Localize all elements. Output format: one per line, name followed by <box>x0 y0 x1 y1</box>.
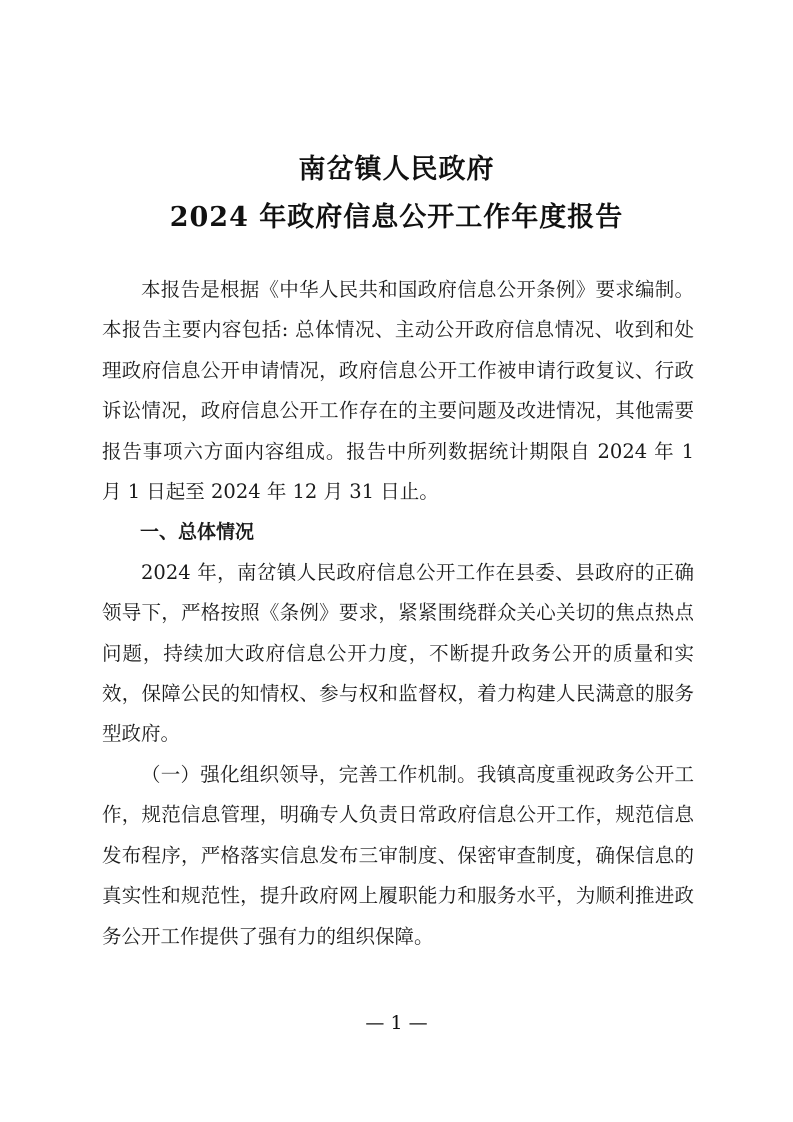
subsection1-paragraph <box>102 755 694 957</box>
subsection1-body: 我镇高度重视政务公开工作，规范信息管理，明确专人负责日常政府信息公开工作，规范信息发布程序，严格落实信息发布三审制度、保密审查制度，确保信息的真实性和规范性，提升政府网上履职能力和服务水平，为顺利推进政务公开工作提供了强有力的组织保障。 <box>102 762 694 948</box>
document-title-line2: 2024 年政府信息公开工作年度报告 <box>169 202 624 233</box>
intro-paragraph: 本报告是根据《中华人民共和国政府信息公开条例》要求编制。本报告主要内容包括: 总体情况、主动公开政府信息情况、收到和处理政府信息公开申请情况，政府信息公开工作被申请行政复议、行政诉讼情况，政府信息公开工作存在的主要问题及改进情况，其他需要报告事项六方面内容组成。报告中所列数据统计期限自 2024 年 1 月 1 日起至 2024 年 12 月 31 日止。 <box>102 278 694 504</box>
section1-paragraph: 2024 年，南岔镇人民政府信息公开工作在县委、县政府的正确领导下，严格按照《条例》要求，紧紧围绕群众关心关切的焦点热点问题，持续加大政府信息公开力度，不断提升政务公开的质量和实效，保障公民的知情权、参与权和监督权，着力构建人民满意的服务型政府。 <box>102 560 694 746</box>
section1-heading: 一、总体情况 <box>140 521 255 544</box>
document-title-line1: 南岔镇人民政府 <box>298 154 495 185</box>
document-body <box>102 270 694 957</box>
subsection1-lead: （一）强化组织领导，完善工作机制。 <box>141 762 477 786</box>
page-number: — 1 — <box>365 1012 428 1034</box>
